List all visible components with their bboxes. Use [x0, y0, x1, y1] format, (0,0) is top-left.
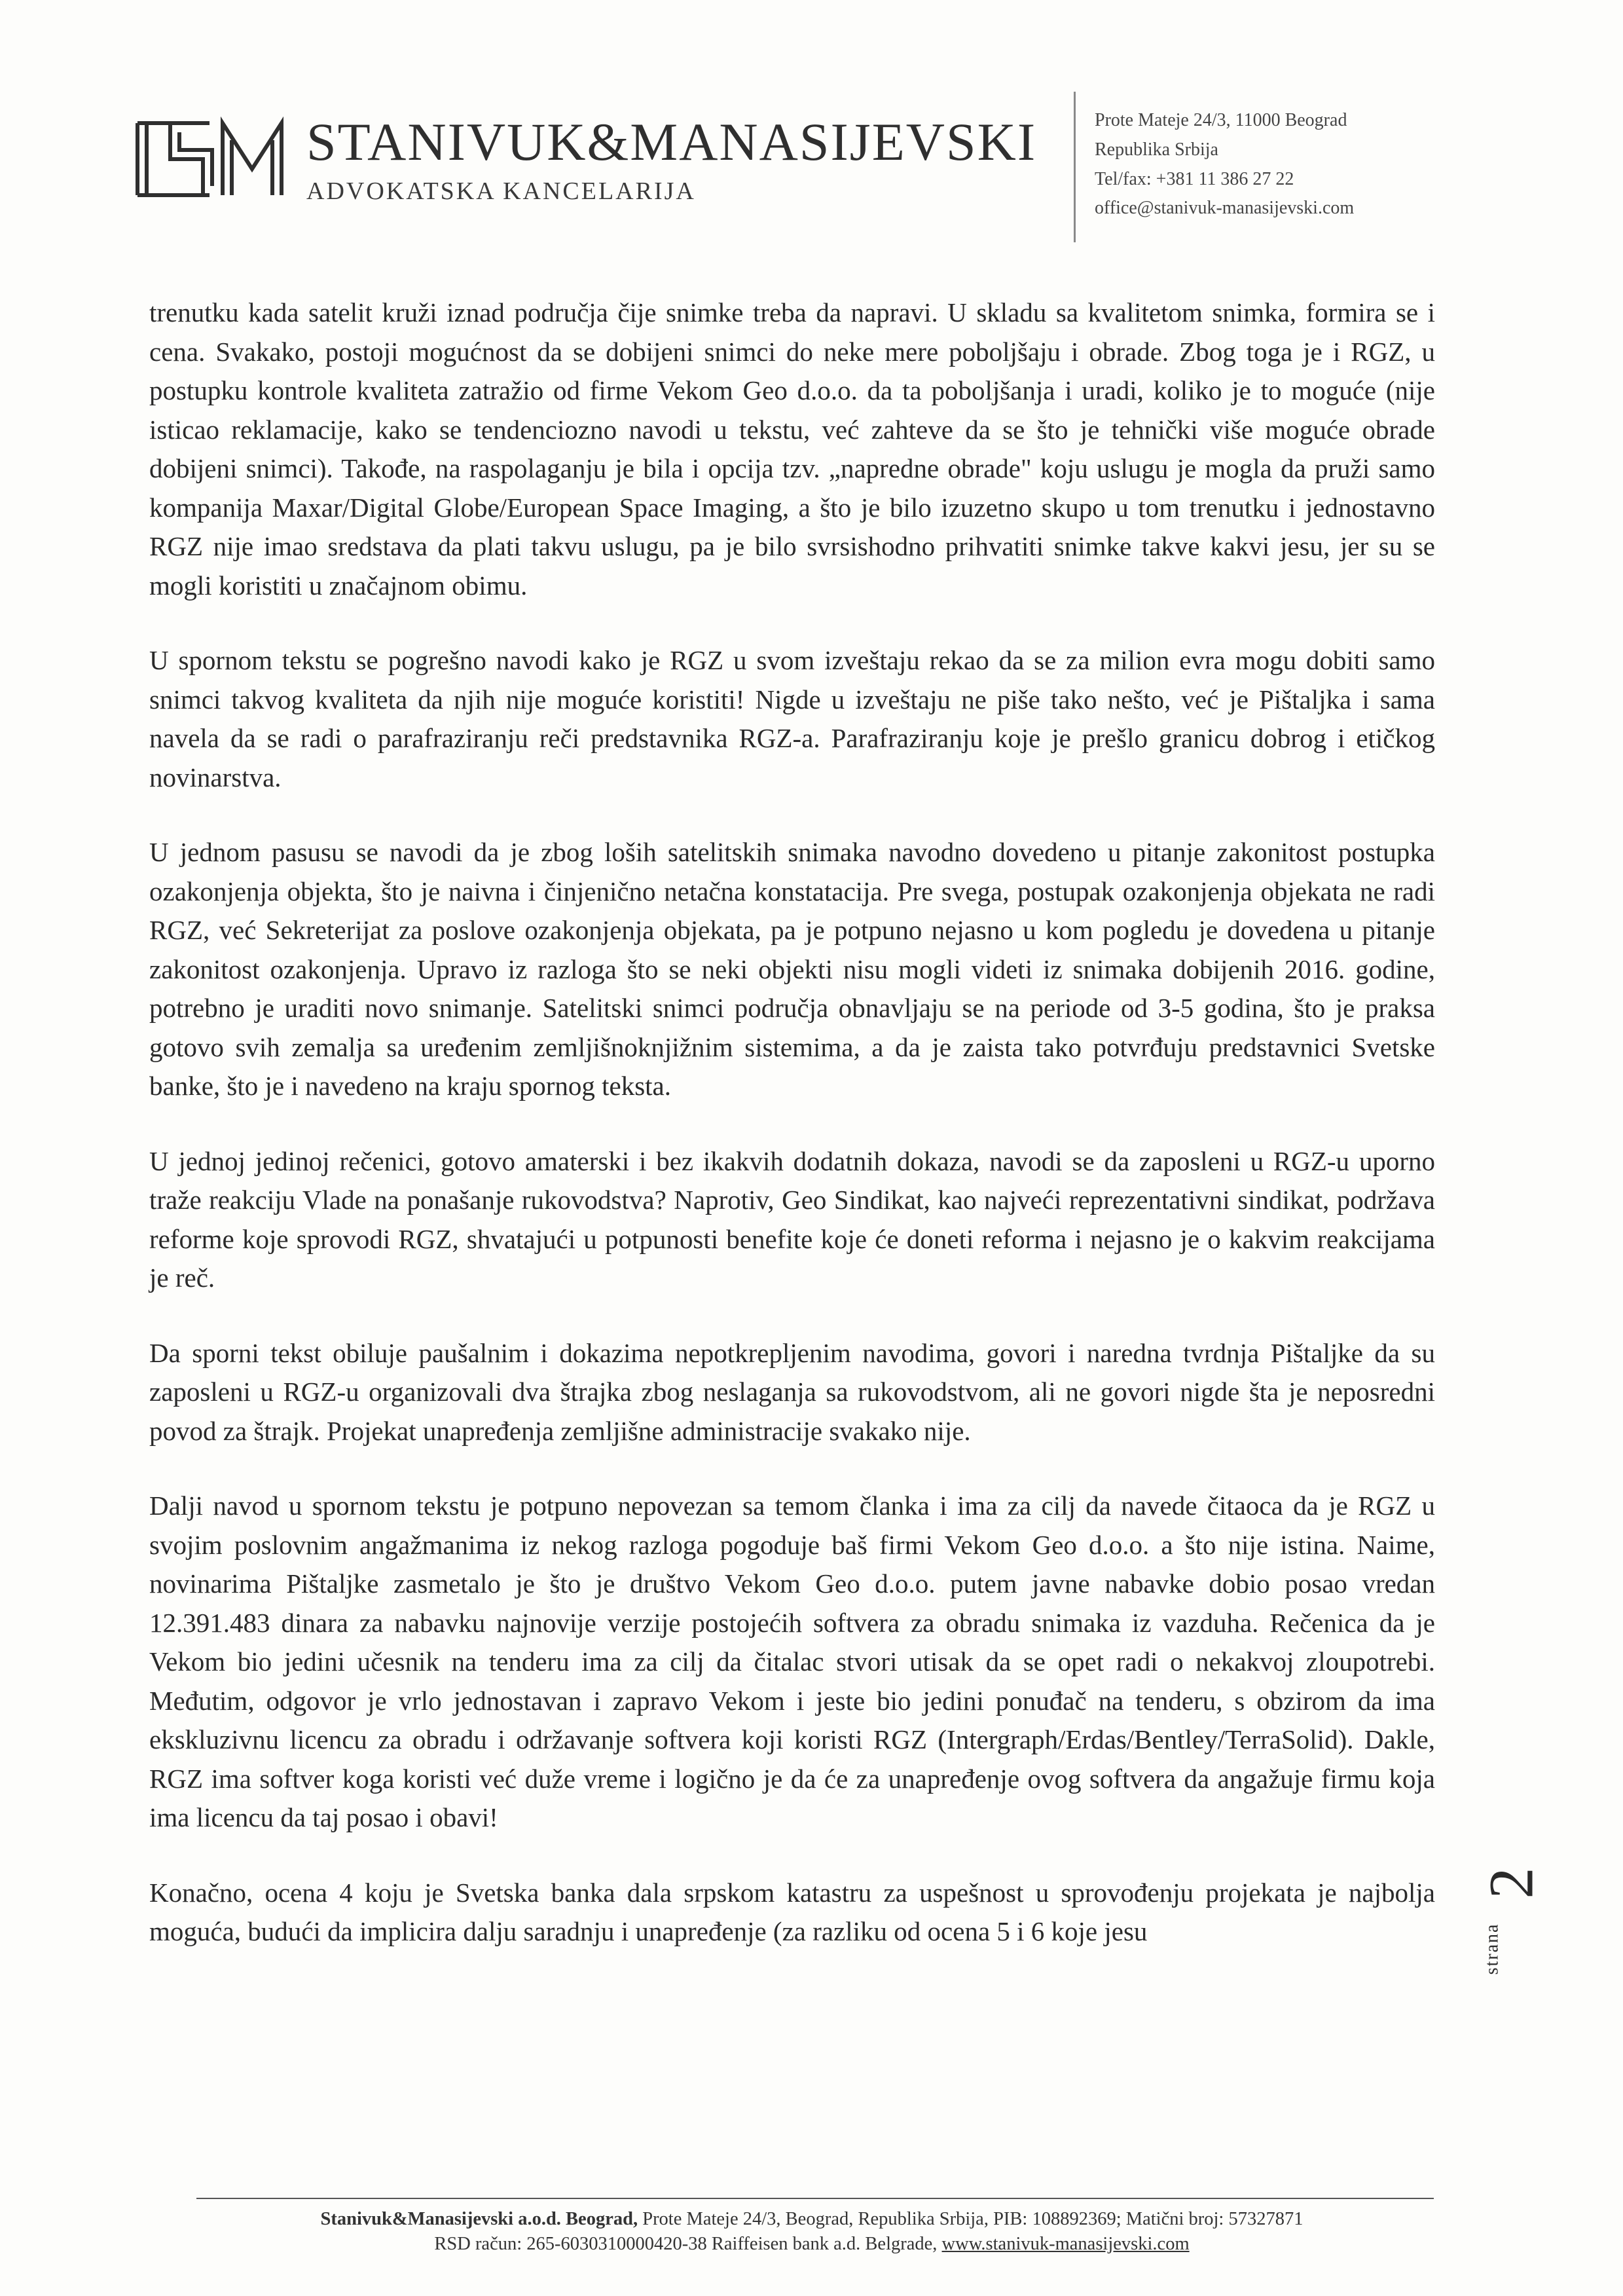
firm-subtitle: ADVOKATSKA KANCELARIJA: [306, 177, 696, 205]
letter-body: [149, 293, 1435, 1988]
letterhead-divider: [1074, 92, 1076, 242]
paragraph-2: U spornom tekstu se pogrešno navodi kako je RGZ u svom izveštaju rekao da se za milion evra mogu dobiti samo snimci takvog kvaliteta da njih nije moguće koristiti! Nigde u izveštaju ne piše tako nešto, već je Pištaljka i sama navela da se radi o parafraziranju reči predstavnika RGZ-a. Parafraziranju koje je prešlo granicu dobrog i etičkog novinarstva.: [149, 645, 1435, 792]
footer-website-link[interactable]: www.stanivuk-manasijevski.com: [941, 2234, 1190, 2254]
phone: Tel/fax: +381 11 386 27 22: [1095, 168, 1294, 189]
paragraph-6: Dalji navod u spornom tekstu je potpuno nepovezan sa temom članka i ima za cilj da navede čitaoca da je RGZ u svojim poslovnim angažmanima iz nekog razloga pogoduje baš firmi Vekom Geo d.o.o. a što nije istina. Naime, novinarima Pištaljke zasmetalo je što je društvo Vekom Geo d.o.o. putem javne nabavke dobio posao vredan 12.391.483 dinara za nabavku najnovije verzije postojećih softvera za obradu snimaka iz vazduha. Rečenica da je Vekom bio jedini učesnik na tenderu ima za cilj da čitalac stvori utisak da se opet radi o nekakvoj zloupotrebi. Međutim, odgovor je vrlo jednostavan i zapravo Vekom i jeste bio jedini ponuđač na tenderu, s obzirom da ima ekskluzivnu licencu za obradu i održavanje softvera koji koristi RGZ (Intergraph/Erdas/Bentley/TerraSolid). Dakle, RGZ ima softver koga koristi već duže vreme i logično je da će za unapređenje ovog softvera da angažuje firmu koja ima licencu da taj posao i obavi!: [149, 1491, 1435, 1832]
page-marker: [1476, 1847, 1552, 2004]
contact-block: [1095, 106, 1354, 223]
letterhead: [131, 92, 1440, 242]
address-line-2: Republika Srbija: [1095, 139, 1218, 160]
paragraph-7: Konačno, ocena 4 koju je Svetska banka dala srpskom katastru za uspešnost u sprovođenju projekata je najbolja moguća, budući da implicira dalju saradnju i unapređenje (za razliku od ocena 5 i 6 koje jesu: [149, 1877, 1435, 1946]
firm-title-block: [306, 112, 1037, 206]
firm-logo: [131, 110, 295, 208]
firm-name: STANIVUK&MANASIJEVSKI: [306, 112, 1037, 172]
footer-bank: RSD račun: 265-6030310000420-38 Raiffeisen bank a.d. Belgrade,: [434, 2234, 942, 2254]
footer-firm: Stanivuk&Manasijevski a.o.d. Beograd,: [320, 2209, 638, 2229]
footer-line-2: [131, 2232, 1493, 2257]
footer-address: Prote Mateje 24/3, Beograd, Republika Srbija, PIB: 108892369; Matični broj: 57327871: [638, 2209, 1304, 2229]
paragraph-3: U jednom pasusu se navodi da je zbog loših satelitskih snimaka navodno dovedeno u pitanje zakonitost postupka ozakonjenja objekta, što je naivna i činjenično netačna konstatacija. Pre svega, postupak ozakonjenja objekata ne radi RGZ, već Sekreterijat za poslove ozakonjenja objekata, pa je potpuno nejasno u kom pogledu je dovedena u pitanje zakonitost ozakonjenja. Upravo iz razloga što se neki objekti nisu mogli videti iz snimaka dobijenih 2016. godine, potrebno je uraditi novo snimanje. Satelitski snimci područja obnavljaju se na periode od 3-5 godina, što je praksa gotovo svih zemalja sa uređenim zemljišnoknjižnim sistemima, a da je zaista tako potvrđuju predstavnici Svetske banke, što je i navedeno na kraju spornog teksta.: [149, 837, 1435, 1101]
footer: [131, 2207, 1493, 2257]
footer-line-1: [131, 2207, 1493, 2232]
address-line-1: Prote Mateje 24/3, 11000 Beograd: [1095, 110, 1347, 130]
page-number: 2: [1476, 1867, 1546, 1899]
paragraph-1: trenutku kada satelit kruži iznad područja čije snimke treba da napravi. U skladu sa kvalitetom snimka, formira se i cena. Svakako, postoji mogućnost da se dobijeni snimci do neke mere poboljšaju i obrade. Zbog toga je i RGZ, u postupku kontrole kvaliteta zatražio od firme Vekom Geo d.o.o. da ta poboljšanja i uradi, koliko je to moguće (nije isticao reklamacije, kako se tendenciozno navodi u tekstu, već zahteve da se što je tehnički više moguće obrade dobijeni snimci). Takođe, na raspolaganju je bila i opcija tzv. „napredne obrade" koju uslugu je mogla da pruži samo kompanija Maxar/Digital Globe/European Space Imaging, a što je bilo izuzetno skupo u tom trenutku i jednostavno RGZ nije imao sredstava da plati takvu uslugu, pa je bilo svrsishodno prihvatiti snimke takve kakvi jesu, jer su se mogli koristiti u značajnom obimu.: [149, 297, 1435, 601]
email[interactable]: office@stanivuk-manasijevski.com: [1095, 198, 1355, 219]
paragraph-5: Da sporni tekst obiluje paušalnim i dokazima nepotkrepljenim navodima, govori i naredna tvrdnja Pištaljke da su zaposleni u RGZ-u organizovali dva štrajka zbog neslaganja sa rukovodstvom, ali ne govori nigde šta je neposredni povod za štrajk. Projekat unapređenja zemljišne administracije svakako nije.: [149, 1337, 1435, 1446]
footer-divider: [196, 2198, 1434, 2199]
page-word: strana: [1482, 1923, 1503, 1975]
paragraph-4: U jednoj jedinoj rečenici, gotovo amaterski i bez ikakvih dodatnih dokaza, navodi se da zaposleni u RGZ-u uporno traže reakciju Vlade na ponašanje rukovodstva? Naprotiv, Geo Sindikat, kao najveći reprezentativni sindikat, podržava reforme koje sprovodi RGZ, shvatajući u potpunosti benefite koje će doneti reforma i nejasno je o kakvim reakcijama je reč.: [149, 1145, 1435, 1293]
